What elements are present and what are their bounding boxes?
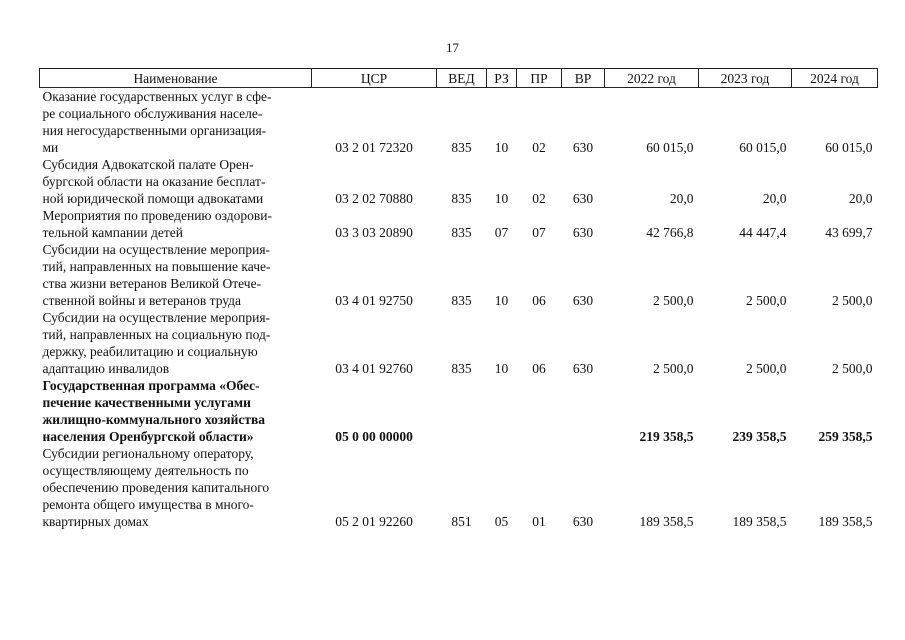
cell-vr: 630 [572,293,594,308]
cell-rz: 05 [494,514,509,529]
header-vr: ВР [562,69,605,88]
header-2024: 2024 год [792,69,878,88]
header-csr: ЦСР [312,69,437,88]
cell-rz [487,377,517,445]
cell-pr: 01 [532,514,546,529]
cell-vr: 630 [572,191,594,206]
cell-2022: 20,0 [669,191,694,206]
name-line: ремонта общего имущества в много- [42,497,254,512]
name-line: квартирных домах [42,514,149,529]
cell-2024: 189 358,5 [818,514,873,529]
cell-2022: 2 500,0 [653,361,694,376]
row-name [40,156,312,207]
name-line: Субсидия Адвокатской палате Орен- [42,157,254,172]
cell-rz: 10 [494,361,509,376]
page-number: 17 [446,40,459,55]
cell-rz: 10 [494,293,509,308]
table-row [40,309,878,377]
cell-2024: 43 699,7 [825,225,873,240]
header-rz: РЗ [487,69,517,88]
cell-2024: 259 358,5 [818,429,873,444]
cell-csr: 03 2 02 70880 [335,191,413,206]
header-ved: ВЕД [437,69,487,88]
name-line: ре социального обслуживания населе- [42,106,263,121]
name-line: тий, направленных на повышение каче- [42,259,271,274]
cell-2023: 60 015,0 [739,140,787,155]
name-line: Субсидии на осуществление мероприя- [42,310,271,325]
table-row [40,207,878,241]
cell-rz: 10 [494,140,509,155]
cell-ved: 835 [451,225,472,240]
table-header-row [40,69,878,88]
cell-2022: 219 358,5 [639,429,694,444]
header-name: Наименование [40,69,312,88]
row-name [40,207,312,241]
cell-2022: 60 015,0 [646,140,694,155]
cell-vr: 630 [572,361,594,376]
row-name [40,309,312,377]
row-name [40,445,312,530]
row-name [40,377,312,445]
name-line: Субсидии на осуществление мероприя- [42,242,271,257]
header-2022: 2022 год [605,69,699,88]
name-line: тельной кампании детей [42,225,183,240]
cell-2024: 2 500,0 [832,361,873,376]
name-line: осуществляющему деятельность по [42,463,249,478]
cell-pr: 02 [532,140,546,155]
cell-rz: 07 [494,225,509,240]
cell-ved: 835 [451,293,472,308]
cell-pr: 02 [532,191,546,206]
cell-vr [562,377,605,445]
cell-2022: 42 766,8 [646,225,694,240]
cell-vr: 630 [572,514,594,529]
cell-2024: 60 015,0 [825,140,873,155]
header-2023: 2023 год [699,69,792,88]
header-pr: ПР [517,69,562,88]
table-row [40,445,878,530]
cell-pr: 06 [532,293,546,308]
cell-csr: 03 4 01 92760 [335,361,413,376]
table-row [40,156,878,207]
cell-rz: 10 [494,191,509,206]
name-line: печение качественными услугами [42,395,251,410]
cell-vr: 630 [572,140,594,155]
row-name [40,88,312,157]
cell-csr: 03 3 03 20890 [335,225,413,240]
cell-vr: 630 [572,225,594,240]
cell-pr: 06 [532,361,546,376]
cell-ved: 835 [451,140,472,155]
name-line: ми [42,140,59,155]
name-line: обеспечению проведения капитального [42,480,270,495]
name-line: ственной войны и ветеранов труда [42,293,242,308]
cell-csr: 05 0 00 00000 [335,429,413,444]
cell-ved: 851 [451,514,472,529]
cell-2023: 239 358,5 [732,429,787,444]
name-line: ной юридической помощи адвокатами [42,191,264,206]
cell-2022: 2 500,0 [653,293,694,308]
name-line: населения Оренбургской области» [42,429,254,444]
name-line: Оказание государственных услуг в сфе- [42,89,272,104]
cell-2024: 20,0 [848,191,873,206]
name-line: ния негосударственными организация- [42,123,267,138]
row-name [40,241,312,309]
name-line: Мероприятия по проведению оздорови- [42,208,272,223]
cell-ved [437,377,487,445]
cell-pr [517,377,562,445]
cell-csr: 03 2 01 72320 [335,140,413,155]
cell-2022: 189 358,5 [639,514,694,529]
table-row [40,241,878,309]
cell-2023: 2 500,0 [746,293,787,308]
name-line: бургской области на оказание бесплат- [42,174,266,189]
table-row-program [40,377,878,445]
name-line: держку, реабилитацию и социальную [42,344,258,359]
budget-table [39,68,878,530]
name-line: тий, направленных на социальную под- [42,327,271,342]
name-line: Субсидии региональному оператору, [42,446,254,461]
cell-2024: 2 500,0 [832,293,873,308]
cell-pr: 07 [532,225,546,240]
cell-csr: 05 2 01 92260 [335,514,413,529]
cell-2023: 44 447,4 [739,225,787,240]
cell-2023: 189 358,5 [732,514,787,529]
cell-ved: 835 [451,361,472,376]
cell-csr: 03 4 01 92750 [335,293,413,308]
cell-2023: 2 500,0 [746,361,787,376]
table-row [40,88,878,157]
cell-2023: 20,0 [762,191,787,206]
name-line: жилищно-коммунального хозяйства [42,412,266,427]
cell-ved: 835 [451,191,472,206]
name-line: ства жизни ветеранов Великой Отече- [42,276,262,291]
name-line: адаптацию инвалидов [42,361,170,376]
name-line: Государственная программа «Обес- [42,378,260,393]
